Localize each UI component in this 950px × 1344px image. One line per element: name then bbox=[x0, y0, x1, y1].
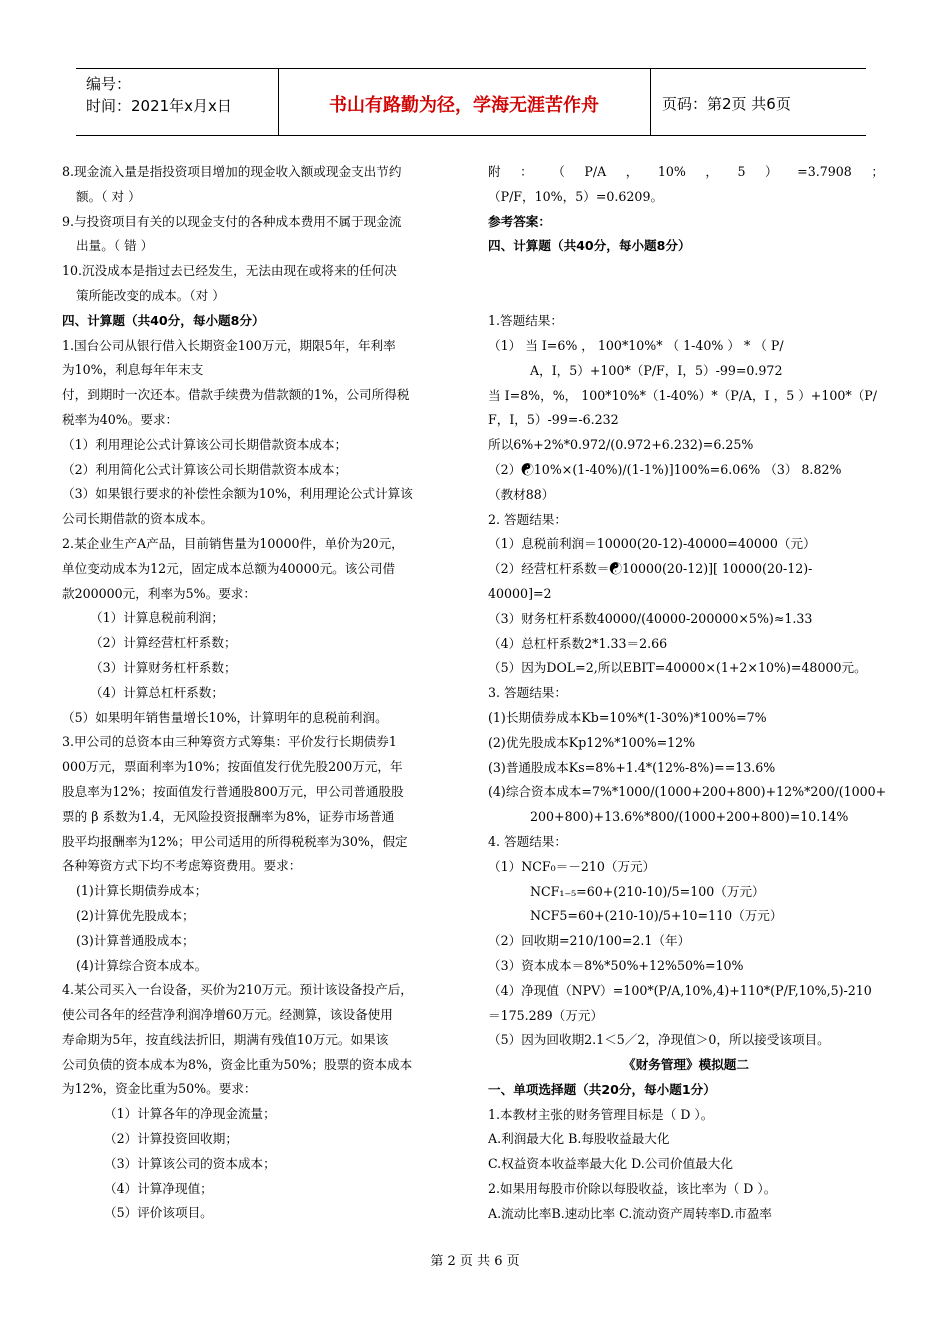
text-line: (3)计算普通股成本； bbox=[76, 932, 195, 948]
text-line: 寿命期为5年，按直线法折旧，期满有残值10万元。如果该 bbox=[62, 1031, 389, 1047]
text-token: ， bbox=[705, 164, 718, 179]
text-line: 000万元，票面利率为10%；按面值发行优先股200万元，年 bbox=[62, 759, 403, 775]
text-line: NCF5=60+(210-10)/5+10=110（万元） bbox=[530, 908, 783, 924]
text-line: （5）因为DOL=2,所以EBIT=40000×(1+2×10%)=48000元。 bbox=[488, 660, 867, 676]
section-heading: 四、计算题（共40分，每小题8分） bbox=[62, 312, 265, 328]
text-line: A，I，5）+100*（P/F，I，5）-99=0.972 bbox=[530, 362, 783, 378]
text-line: （3）计算财务杠杆系数； bbox=[90, 659, 237, 675]
text-line: （3）财务杠杆系数40000/(40000-200000×5%)≈1.33 bbox=[488, 610, 813, 626]
text-line: 公司负债的资本成本为8%，资金比重为50%；股票的资本成本 bbox=[62, 1056, 413, 1072]
text-line: 1.国台公司从银行借入长期资金100万元，期限5年，年利率 bbox=[62, 337, 396, 353]
text-line: (1)长期债券成本Kb=10%*(1-30%)*100%=7% bbox=[488, 709, 767, 725]
text-line: （1）息税前利润＝10000(20-12)-40000=40000（元） bbox=[488, 536, 816, 552]
question-line: 1.本教材主张的财务管理目标是（ D ）。 bbox=[488, 1106, 714, 1122]
text-token: 10% bbox=[657, 164, 686, 179]
text-line: ＝175.289（万元） bbox=[488, 1007, 604, 1023]
reference-answer-heading: 参考答案： bbox=[488, 213, 551, 229]
text-line: 为10%，利息每年年末支 bbox=[62, 362, 204, 378]
text-line: 额。（ 对 ） bbox=[76, 188, 141, 204]
text-line: 为12%，资金比重为50%。要求： bbox=[62, 1081, 257, 1097]
text-line: 策所能改变的成本。（对 ） bbox=[76, 287, 225, 303]
page-footer: 第 2 页 共 6 页 bbox=[430, 1254, 520, 1269]
text-token: 附 bbox=[488, 164, 501, 179]
left-column bbox=[62, 160, 460, 1226]
text-line: （5）因为回收期2.1＜5／2，净现值＞0，所以接受该项目。 bbox=[488, 1032, 830, 1048]
header-page-info: 页码：第2页 共6页 bbox=[662, 95, 791, 113]
text-line: （1）NCF₀＝－210（万元） bbox=[488, 858, 656, 874]
text-line: 款200000元，利率为5%。要求： bbox=[62, 585, 256, 601]
text-line: （教材88） bbox=[488, 486, 555, 502]
text-line: （5）评价该项目。 bbox=[104, 1205, 213, 1221]
text-line: （4）计算净现值； bbox=[104, 1180, 213, 1196]
option-line: A.利润最大化 B.每股收益最大化 bbox=[488, 1131, 670, 1147]
text-line: 2. 答题结果： bbox=[488, 511, 567, 527]
text-line: 出量。（ 错 ） bbox=[76, 238, 154, 254]
text-line: 票的 β 系数为1.4，无风险投资报酬率为8%，证券市场普通 bbox=[62, 808, 395, 824]
text-line: 各种筹资方式下均不考虑筹资费用。要求： bbox=[62, 858, 302, 874]
text-line: 当 I=8%，%， 100*10%*（1-40%）*（P/A，I ，5 ）+100*（P/ bbox=[488, 387, 878, 403]
question-line: 2.如果用每股市价除以每股收益，该比率为（ D ）。 bbox=[488, 1181, 777, 1197]
text-line: (2)计算优先股成本； bbox=[76, 907, 195, 923]
text-line: F，I，5）-99=-6.232 bbox=[488, 412, 619, 428]
header-meta bbox=[86, 73, 232, 117]
text-line: （2）回收期=210/100=2.1（年） bbox=[488, 933, 691, 949]
text-token: ） bbox=[765, 164, 778, 179]
section-heading: 四、计算题（共40分，每小题8分） bbox=[488, 238, 691, 254]
text-line: 200+800)+13.6%*800/(1000+200+800)=10.14% bbox=[530, 809, 849, 825]
text-line: （2）经营杠杆系数＝☯10000(20-12)][ 10000(20-12)- bbox=[488, 561, 813, 577]
text-token: （ bbox=[552, 164, 565, 179]
text-line: （3）计算该公司的资本成本； bbox=[104, 1155, 276, 1171]
text-line: 股平均报酬率为12%；甲公司适用的所得税税率为30%，假定 bbox=[62, 833, 408, 849]
right-column bbox=[488, 160, 887, 1227]
date-line: 时间：2021年x月x日 bbox=[86, 97, 232, 115]
header-divider bbox=[650, 69, 651, 135]
text-line: （2）计算经营杠杆系数； bbox=[90, 635, 237, 651]
text-line: (1)计算长期债券成本； bbox=[76, 883, 208, 899]
text-line: （1） 当 I=6% ， 100*10%* （ 1-40% ） * （ P/ bbox=[488, 337, 784, 353]
text-line: （2）利用简化公式计算该公司长期借款资本成本； bbox=[62, 461, 348, 477]
text-line: 8.现金流入量是指投资项目增加的现金收入额或现金支出节约 bbox=[62, 164, 402, 179]
text-token: =3.7908 bbox=[797, 164, 852, 179]
text-line: （3）资本成本＝8%*50%+12%50%=10% bbox=[488, 957, 744, 973]
text-line: 10.沉没成本是指过去已经发生，无法由现在或将来的任何决 bbox=[62, 263, 397, 279]
text-line: （2）计算投资回收期； bbox=[104, 1131, 238, 1147]
code-label: 编号： bbox=[86, 75, 132, 93]
text-line: （1）利用理论公式计算该公司长期借款资本成本； bbox=[62, 436, 348, 452]
text-line: （4）净现值（NPV）=100*(P/A,10%,4)+110*(P/F,10%,5)-210 bbox=[488, 982, 872, 998]
page-header bbox=[76, 68, 866, 136]
text-line: （1）计算各年的净现金流量； bbox=[104, 1106, 276, 1122]
text-line: 所以6%+2%*0.972/(0.972+6.232)=6.25% bbox=[488, 437, 754, 453]
text-line: （2）☯10%×(1-40%)/(1-1%)]100%=6.06% （3） 8.82% bbox=[488, 461, 842, 477]
text-line: 单位变动成本为12元，固定成本总额为40000元。该公司借 bbox=[62, 560, 396, 576]
exam-title: 《财务管理》模拟题二 bbox=[623, 1057, 749, 1073]
text-token: ， bbox=[625, 164, 639, 179]
text-line: 公司长期借款的资本成本。 bbox=[62, 511, 214, 527]
text-line: （3）如果银行要求的补偿性余额为10%，利用理论公式计算该 bbox=[62, 486, 413, 502]
text-line: (2)优先股成本Kp12%*100%=12% bbox=[488, 734, 696, 750]
text-line: 1.答题结果： bbox=[488, 313, 563, 329]
option-line: A.流动比率B.速动比率 C.流动资产周转率D.市盈率 bbox=[488, 1205, 772, 1221]
text-line: （4）计算总杠杆系数； bbox=[90, 684, 224, 700]
text-line: 使公司各年的经营净利润净增60万元。经测算，该设备使用 bbox=[62, 1007, 393, 1023]
option-line: C.权益资本收益率最大化 D.公司价值最大化 bbox=[488, 1156, 733, 1172]
section-heading: 一、单项选择题（共20分，每小题1分） bbox=[488, 1081, 716, 1097]
text-line: NCF₁₋₅=60+(210-10)/5=100（万元） bbox=[530, 883, 765, 899]
text-line: （1）计算息税前利润； bbox=[90, 610, 224, 626]
text-token: ； bbox=[871, 164, 884, 179]
text-line: （4）总杠杆系数2*1.33＝2.66 bbox=[488, 635, 668, 651]
text-token: ： bbox=[520, 164, 533, 179]
spacer bbox=[488, 259, 884, 309]
text-line: 3.甲公司的总资本由三种筹资方式筹集：平价发行长期债券1 bbox=[62, 734, 397, 750]
text-line: 付，到期时一次还本。借款手续费为借款额的1%，公司所得税 bbox=[62, 387, 410, 403]
text-line: （P/F，10%，5）=0.6209。 bbox=[488, 188, 664, 204]
text-line: (4)计算综合资本成本。 bbox=[76, 957, 208, 973]
text-token: 5 bbox=[737, 164, 746, 179]
text-line: 3. 答题结果： bbox=[488, 685, 567, 701]
attachment-line bbox=[488, 160, 884, 185]
text-line: 40000]=2 bbox=[488, 585, 552, 601]
text-line: （5）如果明年销售量增长10%，计算明年的息税前利润。 bbox=[62, 709, 388, 725]
text-token: P/A bbox=[584, 164, 607, 179]
text-line: (4)综合资本成本=7%*1000/(1000+200+800)+12%*200/(1000+ bbox=[488, 784, 887, 800]
text-line: 2.某企业生产A产品，目前销售量为10000件，单价为20元， bbox=[62, 535, 404, 551]
text-line: 4.某公司买入一台设备，买价为210万元。预计该设备投产后， bbox=[62, 982, 413, 998]
header-motto: 书山有路勤为径，学海无涯苦作舟 bbox=[329, 95, 599, 116]
text-line: (3)普通股成本Ks=8%+1.4*(12%-8%)==13.6% bbox=[488, 759, 776, 775]
text-line: 9.与投资项目有关的以现金支付的各种成本费用不属于现金流 bbox=[62, 213, 402, 229]
text-line: 股息率为12%；按面值发行普通股800万元，甲公司普通股股 bbox=[62, 783, 404, 799]
text-line: 4. 答题结果： bbox=[488, 833, 567, 849]
text-line: 税率为40%。要求： bbox=[62, 411, 179, 427]
